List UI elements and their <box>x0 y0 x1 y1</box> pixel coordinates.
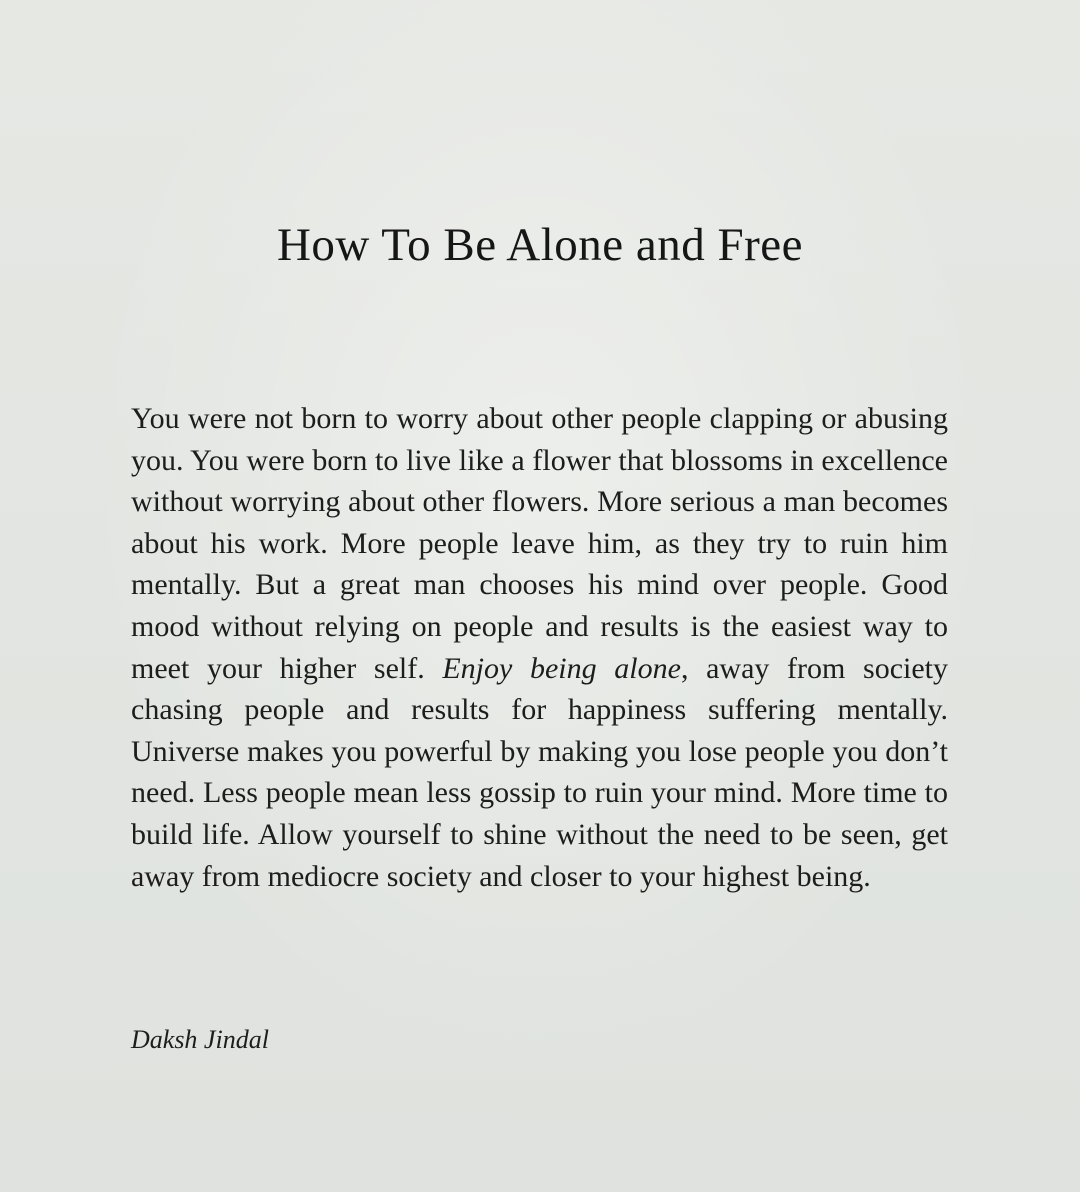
poem-body-part-2: , away from society chasing people and results for happiness suffering mentally. Universe makes you powerful by making you lose people you don’t need. Less people mean less gossip to ruin your mind. More time to build life. Allow yourself to shine without the need to be seen, get away from mediocre society and closer to your highest being. <box>131 651 948 893</box>
poem-body <box>131 398 948 897</box>
poem-body-emphasis: Enjoy being alone <box>442 651 681 685</box>
author-signature: Daksh Jindal <box>131 1025 269 1054</box>
page-title: How To Be Alone and Free <box>276 219 804 271</box>
poem-body-part-1: You were not born to worry about other people clapping or abusing you. You were born to live like a flower that blossoms in excellence without worrying about other flowers. More serious a man becomes about his work. More people leave him, as they try to ruin him mentally. But a great man chooses his mind over people. Good mood without relying on people and results is the easiest way to meet your higher self. <box>131 402 948 685</box>
